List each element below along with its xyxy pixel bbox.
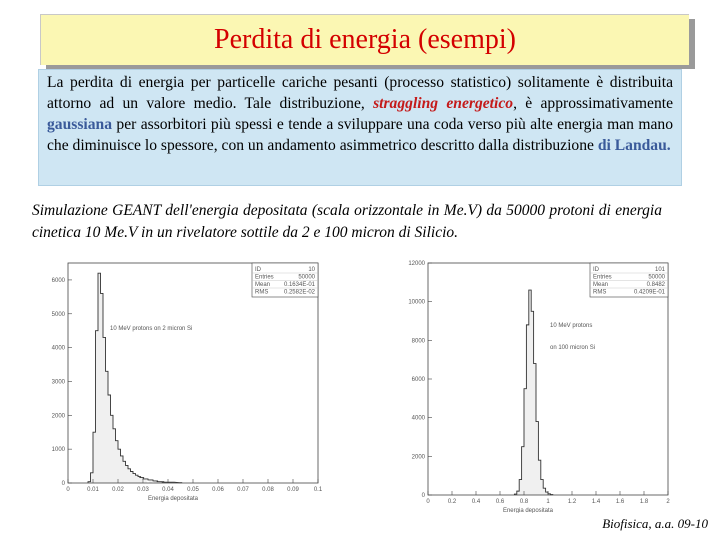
histogram-100-micron: [390, 255, 680, 513]
x-tick-label: 0.07: [237, 487, 249, 493]
histogram-bin: [514, 494, 516, 495]
x-tick-label: 1: [546, 499, 550, 505]
x-tick-label: 0.02: [112, 487, 124, 493]
histogram-bin: [517, 491, 519, 495]
landau-term: di Landau.: [597, 137, 671, 154]
x-tick-label: 0.09: [287, 487, 299, 493]
histogram-bin: [526, 325, 528, 495]
histogram-bin: [106, 371, 109, 483]
histogram-bin: [101, 293, 104, 483]
figure-caption: Simulazione GEANT dell'energia depositata (scala orizzontale in Me.V) da 50000 protoni di energia cinetica 10 Me.V in un rivelatore sottile da 2 e 100 micron di Silicio.: [32, 202, 662, 241]
x-tick-label: 0.06: [212, 487, 224, 493]
histogram-bin: [113, 429, 116, 483]
y-tick-label: 2000: [51, 413, 65, 420]
histogram-bin: [138, 477, 141, 483]
histogram-bin: [536, 422, 538, 495]
histogram-bin: [534, 364, 536, 495]
stats-label: RMS: [593, 289, 607, 296]
histogram-bin: [159, 482, 162, 483]
x-tick-label: 0.8: [519, 499, 529, 505]
histogram-bin: [543, 488, 545, 495]
histogram-bin: [103, 337, 106, 483]
x-tick-label: 0.2: [447, 499, 457, 505]
histogram-svg: [40, 255, 330, 513]
paragraph-text-2: , è approssimativamente: [513, 95, 673, 112]
histogram-bin: [546, 492, 548, 495]
stats-label: Entries: [255, 274, 274, 281]
x-tick-label: 0: [426, 499, 430, 505]
histogram-bin: [531, 311, 533, 495]
plot-annotation: on 100 micron Si: [550, 345, 596, 351]
histogram-bin: [524, 389, 526, 495]
histogram-bin: [529, 290, 531, 495]
stats-label: Mean: [255, 282, 271, 288]
stats-value: 0.8482: [646, 282, 665, 288]
gaussiana-term: gaussiana: [47, 116, 113, 133]
stats-label: ID: [255, 267, 261, 273]
histogram-bin: [108, 395, 111, 483]
y-tick-label: 0: [421, 493, 425, 499]
x-tick-label: 1.8: [639, 499, 649, 505]
straggling-term: straggling energetico: [373, 95, 514, 112]
histogram-bin: [144, 479, 147, 483]
y-tick-label: 10000: [408, 299, 425, 306]
histogram-bin: [123, 461, 126, 483]
y-tick-label: 6000: [51, 277, 65, 284]
stats-value: 0.2582E-02: [283, 289, 315, 296]
y-tick-label: 12000: [408, 261, 425, 267]
histogram-bin: [98, 273, 101, 483]
y-tick-label: 8000: [411, 338, 425, 345]
paragraph-text-1: La perdita di energia per particelle cariche pesanti (processo statistico) solitamente è distribuita attorno ad un valore medio. Tale distribuzione,: [47, 74, 673, 112]
y-tick-label: 1000: [51, 447, 65, 454]
stats-label: RMS: [255, 289, 269, 296]
histogram-bin: [88, 482, 91, 483]
y-tick-label: 0: [61, 481, 65, 487]
stats-value: 50000: [298, 274, 315, 281]
y-tick-label: 4000: [411, 415, 425, 422]
histogram-bin: [128, 469, 131, 483]
histogram-bin: [96, 331, 99, 483]
histogram-bin: [538, 460, 540, 495]
histogram-bin: [91, 473, 94, 483]
histogram-bin: [126, 465, 129, 483]
stats-label: Mean: [593, 282, 609, 288]
histogram-bin: [93, 432, 96, 483]
plot-frame: [428, 263, 668, 495]
plot-annotation: 10 MeV protons: [550, 323, 593, 329]
x-tick-label: 0: [66, 487, 70, 493]
x-axis-label: Energia depositata: [502, 508, 554, 513]
title-box: [40, 14, 689, 65]
stats-label: Entries: [593, 274, 612, 281]
histogram-bin: [133, 474, 136, 483]
histogram-bin: [118, 449, 121, 483]
histogram-bin: [522, 447, 524, 495]
histogram-2-micron: [40, 255, 330, 513]
histogram-bin: [548, 494, 550, 495]
stats-label: ID: [593, 267, 599, 273]
x-tick-label: 2: [666, 499, 670, 505]
histogram-bin: [519, 480, 521, 495]
y-tick-label: 6000: [411, 377, 425, 383]
stats-value: 101: [654, 267, 665, 273]
x-axis-label: Energia depositata: [147, 496, 199, 502]
y-tick-label: 5000: [51, 311, 65, 318]
x-tick-label: 1.4: [591, 499, 601, 505]
x-tick-label: 0.08: [262, 487, 274, 493]
x-tick-label: 0.6: [495, 499, 505, 505]
histogram-bin: [154, 481, 157, 483]
histogram-bin: [116, 441, 119, 483]
y-tick-label: 3000: [51, 379, 65, 386]
stats-value: 0.1634E-01: [283, 282, 315, 288]
x-tick-label: 0.04: [162, 487, 174, 493]
histogram-svg: [390, 255, 680, 513]
histogram-bin: [141, 478, 144, 483]
x-tick-label: 1.2: [567, 499, 577, 505]
x-tick-label: 0.01: [87, 487, 99, 493]
histogram-bin: [111, 415, 114, 483]
slide-title: Perdita di energia (esempi): [214, 24, 516, 55]
x-tick-label: 0.03: [137, 487, 149, 493]
x-tick-label: 1.6: [615, 499, 625, 505]
y-tick-label: 2000: [411, 454, 425, 461]
x-tick-label: 0.05: [187, 487, 199, 493]
histogram-bin: [541, 480, 543, 495]
histogram-bin: [131, 471, 134, 483]
stats-value: 50000: [648, 274, 665, 281]
histogram-bin: [149, 480, 152, 483]
stats-value: 0.4209E-01: [633, 289, 665, 296]
stats-value: 10: [308, 267, 315, 273]
description-box: [38, 69, 682, 186]
footer-course: Biofisica, a.a. 09-10: [602, 516, 708, 531]
histogram-bin: [167, 482, 170, 483]
histogram-bin: [136, 475, 139, 483]
paragraph-text-3: per assorbitori più spessi e tende a sviluppare una coda verso più alte energia man mano che diminuisce lo spessore, con un andamento asimmetrico descritto dalla distribuzione: [47, 116, 673, 154]
y-tick-label: 4000: [51, 345, 65, 352]
histogram-bin: [121, 456, 124, 483]
plot-annotation: 10 MeV protons on 2 micron Si: [110, 326, 193, 332]
x-tick-label: 0.1: [313, 487, 323, 493]
x-tick-label: 0.4: [471, 499, 481, 505]
